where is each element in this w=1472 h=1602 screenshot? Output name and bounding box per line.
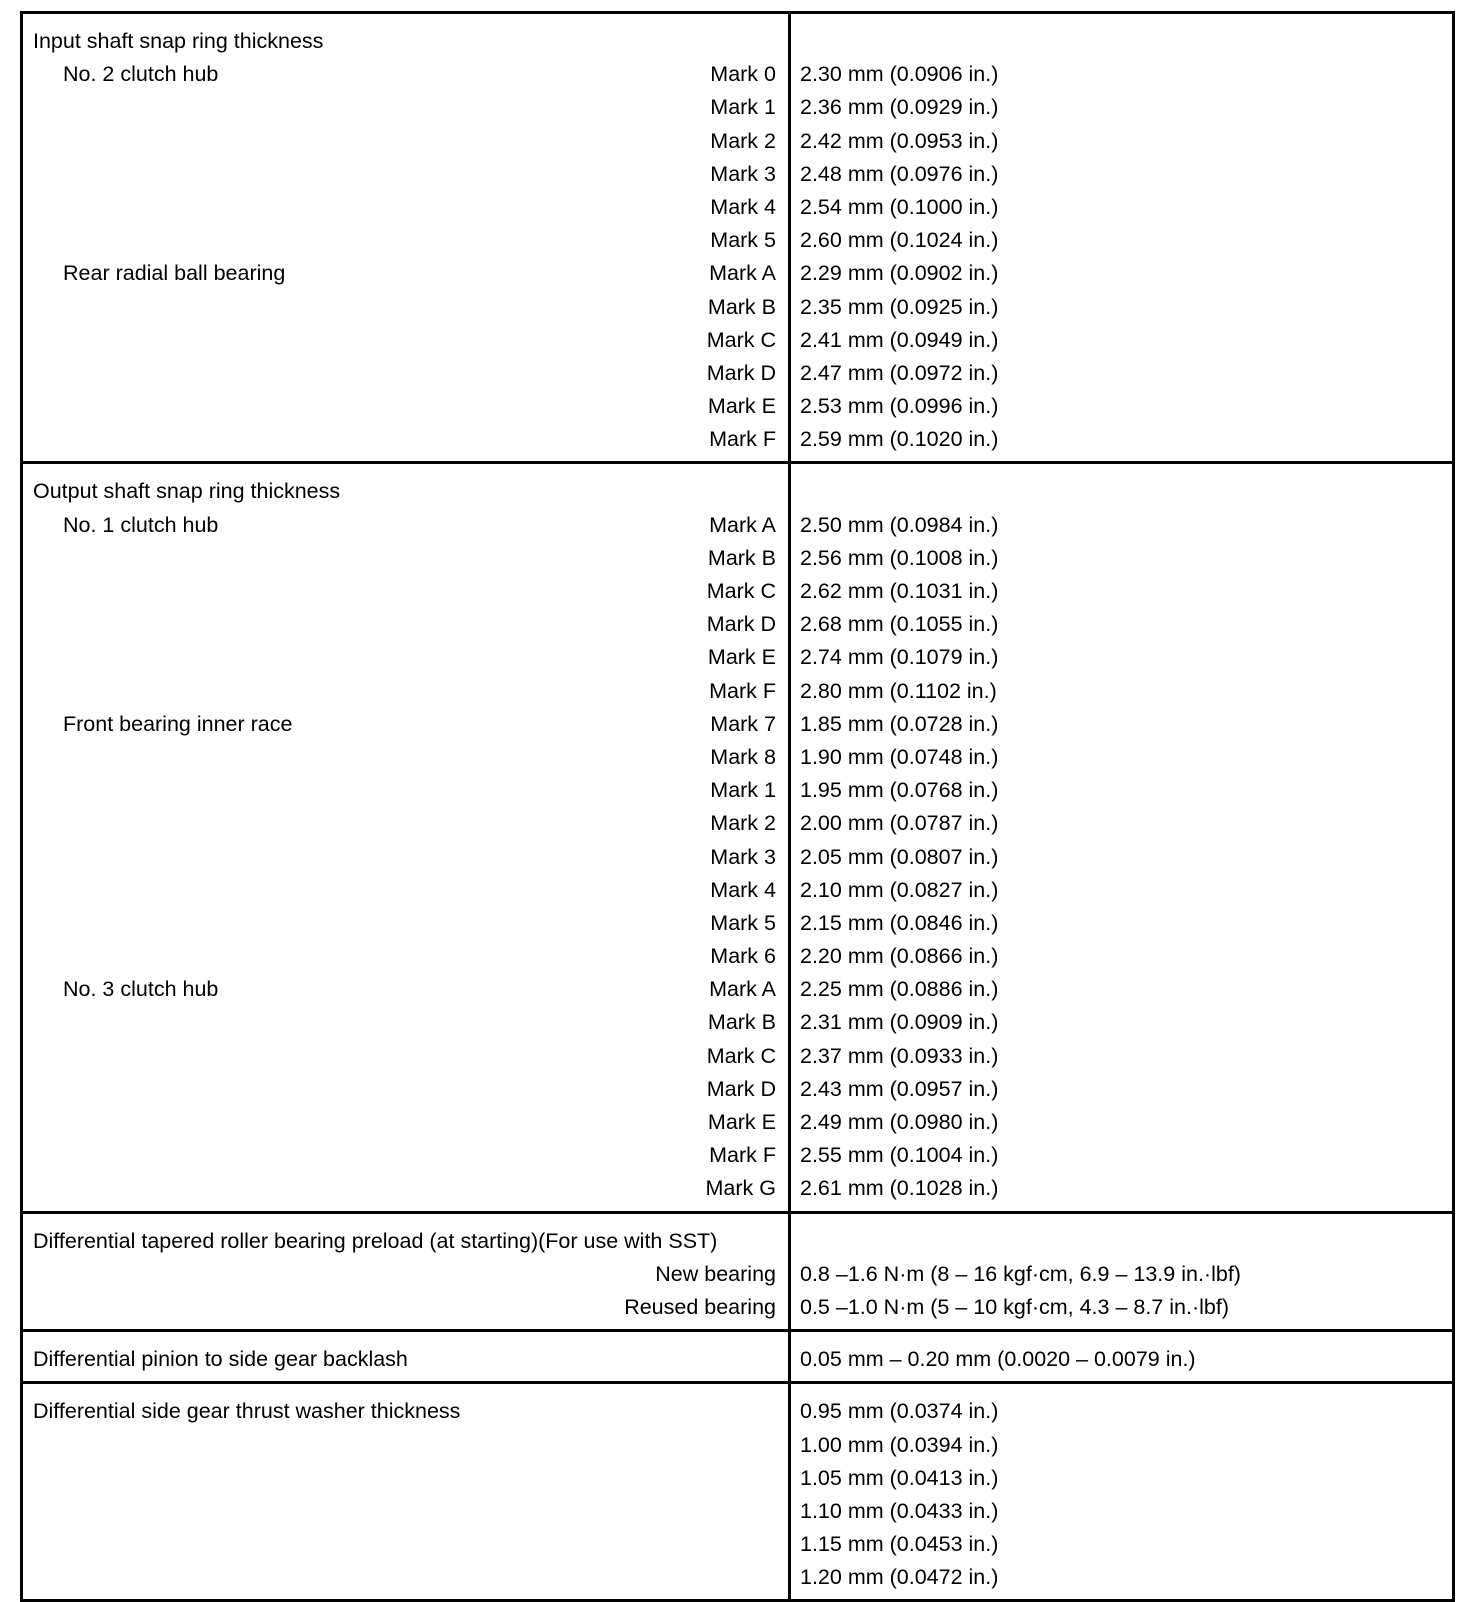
spec-value-line [791, 125, 1452, 158]
spec-value-line [791, 1172, 1452, 1205]
spec-value-line [791, 91, 1452, 124]
spec-value-line [791, 807, 1452, 840]
spec-label-line [23, 324, 788, 357]
spec-value: 2.62 mm (0.1031 in.) [800, 579, 999, 603]
group-title-line [23, 1395, 788, 1428]
spec-value-cell [790, 463, 1454, 1212]
group-title-value-line [791, 1395, 1452, 1428]
spec-value: 2.25 mm (0.0886 in.) [800, 977, 999, 1002]
mark-label: Mark B [707, 294, 776, 319]
spec-label-line [23, 1291, 788, 1324]
spec-value-line [791, 509, 1452, 542]
spec-group [22, 1331, 1454, 1383]
spec-label-line [23, 390, 788, 423]
mark-label: Mark 0 [710, 62, 776, 87]
spec-value: 2.56 mm (0.1008 in.) [800, 545, 999, 570]
mark-label: Mark C [706, 579, 776, 603]
mark-label: Mark E [707, 1110, 776, 1134]
spec-value-line [791, 1561, 1452, 1594]
sub-label: No. 1 clutch hub [63, 512, 219, 537]
spec-value-line [791, 158, 1452, 191]
spec-value: 2.61 mm (0.1028 in.) [800, 1176, 999, 1201]
spec-value: 2.47 mm (0.0972 in.) [800, 360, 999, 385]
group-title-value-line [791, 475, 1452, 508]
group-title: Output shaft snap ring thickness [33, 479, 341, 504]
mark-label: Mark G [705, 1176, 776, 1201]
spec-value: 0.5 –1.0 N·m (5 – 10 kgf·cm, 4.3 – 8.7 in.·lbf) [800, 1294, 1229, 1319]
group-title: Differential pinion to side gear backlash [33, 1347, 408, 1372]
spec-value-line [791, 1429, 1452, 1462]
spec-label-line [23, 1139, 788, 1172]
spec-group [22, 13, 1454, 463]
spec-value-line [791, 542, 1452, 575]
spec-label-line [23, 357, 788, 390]
spec-value-line [791, 907, 1452, 940]
spec-value: 1.85 mm (0.0728 in.) [800, 711, 999, 736]
group-title-line [23, 475, 788, 508]
spec-value-line [791, 423, 1452, 456]
mark-label: Mark 3 [710, 161, 776, 186]
spec-value: 2.80 mm (0.1102 in.) [800, 678, 997, 703]
spec-value: 2.15 mm (0.0846 in.) [800, 910, 999, 935]
mark-label: Mark D [706, 360, 776, 385]
mark-label: Mark F [709, 1143, 776, 1168]
spec-value: 1.20 mm (0.0472 in.) [800, 1565, 999, 1590]
spec-value-line [791, 1462, 1452, 1495]
spec-value: 2.20 mm (0.0866 in.) [800, 944, 999, 969]
spec-label-line [23, 708, 788, 741]
mark-label: Mark 7 [710, 711, 776, 736]
spec-value-cell [790, 1383, 1454, 1601]
sub-label: No. 3 clutch hub [63, 977, 219, 1002]
spec-label-line [23, 807, 788, 840]
group-title: Differential side gear thrust washer thickness [33, 1399, 461, 1424]
spec-value-line [791, 774, 1452, 807]
spec-label-line [23, 542, 788, 575]
spec-value: 2.29 mm (0.0902 in.) [800, 261, 999, 286]
spec-label-line [23, 257, 788, 290]
spec-value: 1.95 mm (0.0768 in.) [800, 778, 999, 803]
group-title-value: 0.05 mm – 0.20 mm (0.0020 – 0.0079 in.) [800, 1347, 1196, 1372]
spec-value-line [791, 1495, 1452, 1528]
spec-value-line [791, 741, 1452, 774]
spec-value-line [791, 224, 1452, 257]
spec-label-cell [22, 463, 790, 1212]
spec-value: 2.74 mm (0.1079 in.) [800, 645, 999, 670]
spec-label-line [23, 675, 788, 708]
group-title-line [23, 1225, 788, 1258]
spec-value: 2.68 mm (0.1055 in.) [800, 612, 999, 637]
spec-value-line [791, 324, 1452, 357]
mark-label: Mark F [709, 678, 776, 703]
mark-label: Mark 6 [710, 944, 776, 969]
mark-label: Mark 5 [710, 228, 776, 253]
mark-label: Mark E [707, 394, 776, 419]
spec-label-line [23, 1073, 788, 1106]
spec-label-line [23, 1528, 788, 1561]
spec-label-line [23, 608, 788, 641]
spec-value: 2.43 mm (0.0957 in.) [800, 1076, 999, 1101]
spec-value-line [791, 191, 1452, 224]
spec-value-line [791, 675, 1452, 708]
mark-label: New bearing [655, 1261, 776, 1286]
mark-label: Mark C [706, 327, 776, 352]
spec-value-cell [790, 1212, 1454, 1331]
spec-value-line [791, 1040, 1452, 1073]
spec-value-line [791, 1291, 1452, 1324]
spec-table-body [22, 13, 1454, 1601]
spec-value: 2.55 mm (0.1004 in.) [800, 1143, 999, 1168]
spec-label-line [23, 1258, 788, 1291]
spec-value: 2.60 mm (0.1024 in.) [800, 228, 999, 253]
group-title: Differential tapered roller bearing preload (at starting)(For use with SST) [33, 1228, 718, 1253]
spec-label-line [23, 741, 788, 774]
spec-label-line [23, 1462, 788, 1495]
spec-value-line [791, 291, 1452, 324]
spec-label-line [23, 125, 788, 158]
mark-label: Mark A [709, 977, 776, 1002]
spec-value-line [791, 708, 1452, 741]
spec-value-line [791, 608, 1452, 641]
mark-label: Mark E [707, 645, 776, 670]
mark-label: Mark D [706, 1076, 776, 1101]
mark-label: Mark D [706, 612, 776, 637]
spec-group [22, 463, 1454, 1212]
spec-value: 2.30 mm (0.0906 in.) [800, 62, 999, 87]
spec-value-line [791, 357, 1452, 390]
sub-label: Front bearing inner race [63, 711, 293, 736]
spec-value: 2.42 mm (0.0953 in.) [800, 128, 999, 153]
mark-label: Mark 2 [710, 128, 776, 153]
spec-value-line [791, 1528, 1452, 1561]
spec-group [22, 1383, 1454, 1601]
spec-value-cell [790, 1331, 1454, 1383]
spec-value: 2.35 mm (0.0925 in.) [800, 294, 999, 319]
spec-label-line [23, 1006, 788, 1039]
group-title-value: 0.95 mm (0.0374 in.) [800, 1399, 999, 1424]
spec-value: 2.10 mm (0.0827 in.) [800, 877, 999, 902]
spec-value: 1.15 mm (0.0453 in.) [800, 1532, 999, 1557]
spec-label-line [23, 224, 788, 257]
spec-label-cell [22, 13, 790, 463]
mark-label: Mark 8 [710, 744, 776, 769]
spec-label-line [23, 575, 788, 608]
mark-label: Mark C [706, 1043, 776, 1068]
mark-label: Mark 3 [710, 844, 776, 869]
spec-label-line [23, 1561, 788, 1594]
spec-value-line [791, 841, 1452, 874]
spec-label-line [23, 509, 788, 542]
spec-value-line [791, 973, 1452, 1006]
mark-label: Mark 4 [710, 877, 776, 902]
spec-value: 1.00 mm (0.0394 in.) [800, 1432, 999, 1457]
spec-value: 2.49 mm (0.0980 in.) [800, 1110, 999, 1134]
spec-value: 2.00 mm (0.0787 in.) [800, 811, 999, 836]
mark-label: Mark A [709, 512, 776, 537]
spec-label-cell [22, 1212, 790, 1331]
spec-value: 2.50 mm (0.0984 in.) [800, 512, 999, 537]
spec-table [20, 11, 1455, 1602]
spec-value: 2.36 mm (0.0929 in.) [800, 95, 999, 120]
spec-value: 1.05 mm (0.0413 in.) [800, 1465, 999, 1490]
spec-value: 2.41 mm (0.0949 in.) [800, 327, 999, 352]
spec-label-line [23, 973, 788, 1006]
mark-label: Mark 1 [710, 778, 776, 803]
spec-group [22, 1212, 1454, 1331]
spec-value-line [791, 257, 1452, 290]
spec-label-line [23, 907, 788, 940]
spec-label-line [23, 191, 788, 224]
mark-label: Mark 4 [710, 194, 776, 219]
spec-label-line [23, 841, 788, 874]
mark-label: Mark 2 [710, 811, 776, 836]
spec-label-line [23, 158, 788, 191]
spec-value-line [791, 940, 1452, 973]
spec-value-line [791, 874, 1452, 907]
spec-label-line [23, 1106, 788, 1139]
group-title-value-line [791, 1343, 1452, 1376]
spec-value: 2.54 mm (0.1000 in.) [800, 194, 999, 219]
spec-value: 1.90 mm (0.0748 in.) [800, 744, 999, 769]
sub-label: No. 2 clutch hub [63, 62, 219, 87]
spec-label-line [23, 774, 788, 807]
spec-value-line [791, 641, 1452, 674]
spec-value: 2.48 mm (0.0976 in.) [800, 161, 999, 186]
mark-label: Mark 5 [710, 910, 776, 935]
spec-value-line [791, 390, 1452, 423]
spec-label-line [23, 641, 788, 674]
spec-label-line [23, 423, 788, 456]
spec-label-cell [22, 1331, 790, 1383]
spec-value: 0.8 –1.6 N·m (8 – 16 kgf·cm, 6.9 – 13.9 in.·lbf) [800, 1261, 1241, 1286]
spec-value-line [791, 1258, 1452, 1291]
spec-label-line [23, 940, 788, 973]
spec-label-line [23, 1429, 788, 1462]
spec-value: 2.53 mm (0.0996 in.) [800, 394, 999, 419]
spec-label-line [23, 291, 788, 324]
spec-label-line [23, 58, 788, 91]
mark-label: Mark B [707, 545, 776, 570]
spec-value: 2.05 mm (0.0807 in.) [800, 844, 999, 869]
mark-label: Mark A [709, 261, 776, 286]
spec-value: 2.37 mm (0.0933 in.) [800, 1043, 999, 1068]
spec-label-line [23, 874, 788, 907]
mark-label: Mark B [707, 1010, 776, 1035]
spec-value-line [791, 1139, 1452, 1172]
group-title-line [23, 25, 788, 58]
spec-label-line [23, 1172, 788, 1205]
mark-label: Mark 1 [710, 95, 776, 120]
sub-label: Rear radial ball bearing [63, 261, 286, 286]
group-title-value-line [791, 1225, 1452, 1258]
spec-label-line [23, 91, 788, 124]
spec-value-line [791, 575, 1452, 608]
spec-value-cell [790, 13, 1454, 463]
group-title-value-line [791, 25, 1452, 58]
spec-value-line [791, 1006, 1452, 1039]
spec-label-cell [22, 1383, 790, 1601]
mark-label: Reused bearing [624, 1294, 776, 1319]
spec-label-line [23, 1040, 788, 1073]
spec-value: 1.10 mm (0.0433 in.) [800, 1498, 999, 1523]
spec-value-line [791, 1106, 1452, 1139]
spec-value-line [791, 1073, 1452, 1106]
mark-label: Mark F [709, 427, 776, 452]
group-title-line [23, 1343, 788, 1376]
spec-label-line [23, 1495, 788, 1528]
spec-value: 2.31 mm (0.0909 in.) [800, 1010, 999, 1035]
group-title: Input shaft snap ring thickness [33, 29, 324, 53]
spec-value-line [791, 58, 1452, 91]
spec-value: 2.59 mm (0.1020 in.) [800, 427, 999, 452]
